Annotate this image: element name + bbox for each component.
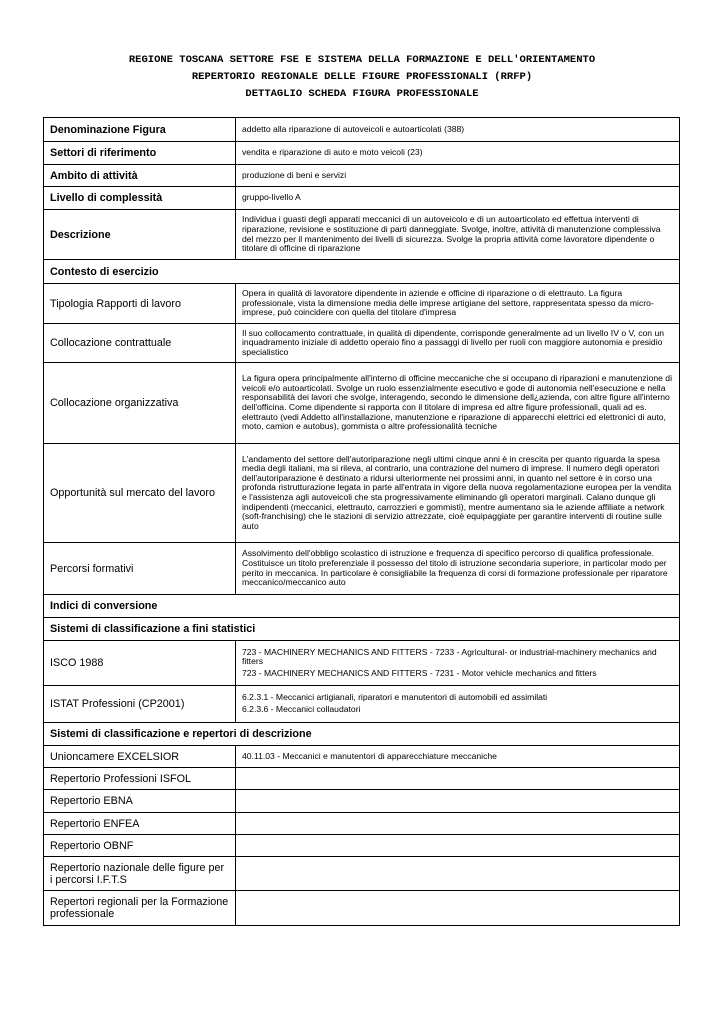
indici-section-title: Indici di conversione — [44, 595, 680, 618]
settori-label: Settori di riferimento — [44, 142, 236, 165]
row-indici-section — [44, 595, 680, 618]
row-descrizione — [44, 210, 680, 260]
opportunita-value: L'andamento del settore dell'autoriparazione negli ultimi cinque anni è in crescita per quanto riguarda la spesa media degli italiani, ma si rileva, al contrario, una contrazione del numero di imprese. Il numero degli operatori dell'autoriparazione è destinato a ridursi ulteriormente nei prossimi anni, in quanto nel settore è in corso una profonda ristrutturazione legata in parte all'entrata in vigore della nuova regolamentazione europea per la vendita e l'assistenza agli autoveicoli che sta progressivamente eliminando gli operatori marginali. Calano dunque gli indipendenti (meccanici, elettrauto, carrozzieri e gommisti), mentre aumentano sia le aziende affiliate a network (soft-franchising) che le stazioni di servizio attrezzate, cioè equipaggiate per garantire interventi di routine sulle auto — [236, 444, 680, 543]
row-obnf — [44, 835, 680, 857]
enfea-label: Repertorio ENFEA — [44, 813, 236, 835]
isfol-value — [236, 768, 680, 790]
descrizione-label: Descrizione — [44, 210, 236, 260]
descrizione-value: Individua i guasti degli apparati meccanici di un autoveicolo e di un autoarticolato ed effettua interventi di riparazione, revisione e sostituzione di parti danneggiate. Svolge, inoltre, attività di manutenzione complessiva del mezzo per il mantenimento dei livelli di sicurezza. Svolge la propria attività come lavoratore dipendente o titolare di officine di riparazione — [236, 210, 680, 260]
organizzativa-label: Collocazione organizzativa — [44, 363, 236, 444]
statistici-section-title: Sistemi di classificazione a fini statistici — [44, 618, 680, 641]
tipologia-value: Opera in qualità di lavoratore dipendente in aziende e officine di riparazione o di elettrauto. La figura professionale, vista la dimensione media delle imprese artigiane del settore, rappresentata spesso da micro-imprese, può coincidere con quella del titolare d'impresa — [236, 284, 680, 324]
row-istat — [44, 686, 680, 723]
tipologia-label: Tipologia Rapporti di lavoro — [44, 284, 236, 324]
header-line-3: DETTAGLIO SCHEDA FIGURA PROFESSIONALE — [245, 88, 479, 100]
row-ebna — [44, 790, 680, 813]
livello-label: Livello di complessità — [44, 187, 236, 210]
settori-value: vendita e riparazione di auto e moto veicoli (23) — [236, 142, 680, 165]
ambito-value: produzione di beni e servizi — [236, 165, 680, 187]
denominazione-label: Denominazione Figura — [44, 118, 236, 142]
row-tipologia — [44, 284, 680, 324]
row-isfol — [44, 768, 680, 790]
obnf-label: Repertorio OBNF — [44, 835, 236, 857]
row-enfea — [44, 813, 680, 835]
header-line-1: REGIONE TOSCANA SETTORE FSE E SISTEMA DELLA FORMAZIONE E DELL'ORIENTAMENTO — [128, 54, 596, 66]
unioncamere-value: 40.11.03 - Meccanici e manutentori di apparecchiature meccaniche — [236, 746, 680, 768]
row-unioncamere — [44, 746, 680, 768]
percorsi-label: Percorsi formativi — [44, 543, 236, 595]
opportunita-label: Opportunità sul mercato del lavoro — [44, 444, 236, 543]
row-regionali — [44, 891, 680, 926]
header-line-2: REPERTORIO REGIONALE DELLE FIGURE PROFESSIONALI (RRFP) — [191, 71, 533, 83]
unioncamere-label: Unioncamere EXCELSIOR — [44, 746, 236, 768]
document-header — [0, 52, 724, 103]
obnf-value — [236, 835, 680, 857]
row-opportunita — [44, 444, 680, 543]
percorsi-value: Assolvimento dell'obbligo scolastico di istruzione e frequenza di specifico percorso di qualifica professionale. Costituisce un titolo preferenziale il possesso del titolo di istruzione secondaria superiore, in particolar modo per perito in meccanica. In particolare è consigliabile la frequenza di corsi di formazione professionale per riparatore meccanico/meccanico auto — [236, 543, 680, 595]
row-ifts — [44, 857, 680, 891]
ambito-label: Ambito di attività — [44, 165, 236, 187]
ebna-label: Repertorio EBNA — [44, 790, 236, 813]
row-isco — [44, 641, 680, 686]
istat-label: ISTAT Professioni (CP2001) — [44, 686, 236, 723]
livello-value: gruppo-livello A — [236, 187, 680, 210]
row-denominazione — [44, 118, 680, 142]
enfea-value — [236, 813, 680, 835]
ifts-value — [236, 857, 680, 891]
istat-value-1: 6.2.3.1 - Meccanici artigianali, riparatori e manutentori di automobili ed assimilati — [242, 692, 548, 703]
regionali-label: Repertori regionali per la Formazione professionale — [44, 891, 236, 926]
regionali-value — [236, 891, 680, 926]
istat-values — [236, 686, 680, 723]
contesto-section-title: Contesto di esercizio — [44, 260, 680, 284]
isco-values — [236, 641, 680, 686]
istat-value-2: 6.2.3.6 - Meccanici collaudatori — [242, 704, 361, 714]
isfol-label: Repertorio Professioni ISFOL — [44, 768, 236, 790]
contrattuale-value: Il suo collocamento contrattuale, in qualità di dipendente, corrisponde generalmente ad un livello IV o V, con un inquadramento iniziale di addetto operaio fino a passaggi di livello per ruoli con maggiore autonomia e presidio specialistico — [236, 324, 680, 363]
ebna-value — [236, 790, 680, 813]
row-contesto-section — [44, 260, 680, 284]
row-ambito — [44, 165, 680, 187]
contrattuale-label: Collocazione contrattuale — [44, 324, 236, 363]
organizzativa-value: La figura opera principalmente all'interno di officine meccaniche che si occupano di riparazioni e manutenzione di veicoli e/o autoarticolati. Svolge un ruolo essenzialmente esecutivo e gode di autonomia nell'esecuzione e nella responsabilità dei lavori che svolge, interagendo, secondo le dimensione dell¿azienda, con altre figure all'interno dell'officina. Come dipendente si rapporta con il titolare di impresa ed altre figure professionali, quali ad es. elettrauto (vedi Addetto all'installazione, manutenzione e riparazione di apparecchi elettrici ed elettronici di auto, moto, camion e autobus), gommista o altre professionalità tecniche — [236, 363, 680, 444]
isco-value-1: 723 - MACHINERY MECHANICS AND FITTERS - 7233 - Agricultural- or industrial-machinery mechanics and fitters — [242, 646, 657, 667]
ifts-label: Repertorio nazionale delle figure per i percorsi I.F.T.S — [44, 857, 236, 891]
row-livello — [44, 187, 680, 210]
isco-label: ISCO 1988 — [44, 641, 236, 686]
denominazione-value: addetto alla riparazione di autoveicoli e autoarticolati (388) — [236, 118, 680, 142]
row-statistici-section — [44, 618, 680, 641]
scheda-table — [43, 117, 680, 926]
row-settori — [44, 142, 680, 165]
row-contrattuale — [44, 324, 680, 363]
row-repertori-section — [44, 723, 680, 746]
isco-value-2: 723 - MACHINERY MECHANICS AND FITTERS - 7231 - Motor vehicle mechanics and fitters — [242, 667, 597, 678]
repertori-section-title: Sistemi di classificazione e repertori di descrizione — [44, 723, 680, 746]
row-percorsi — [44, 543, 680, 595]
row-organizzativa — [44, 363, 680, 444]
